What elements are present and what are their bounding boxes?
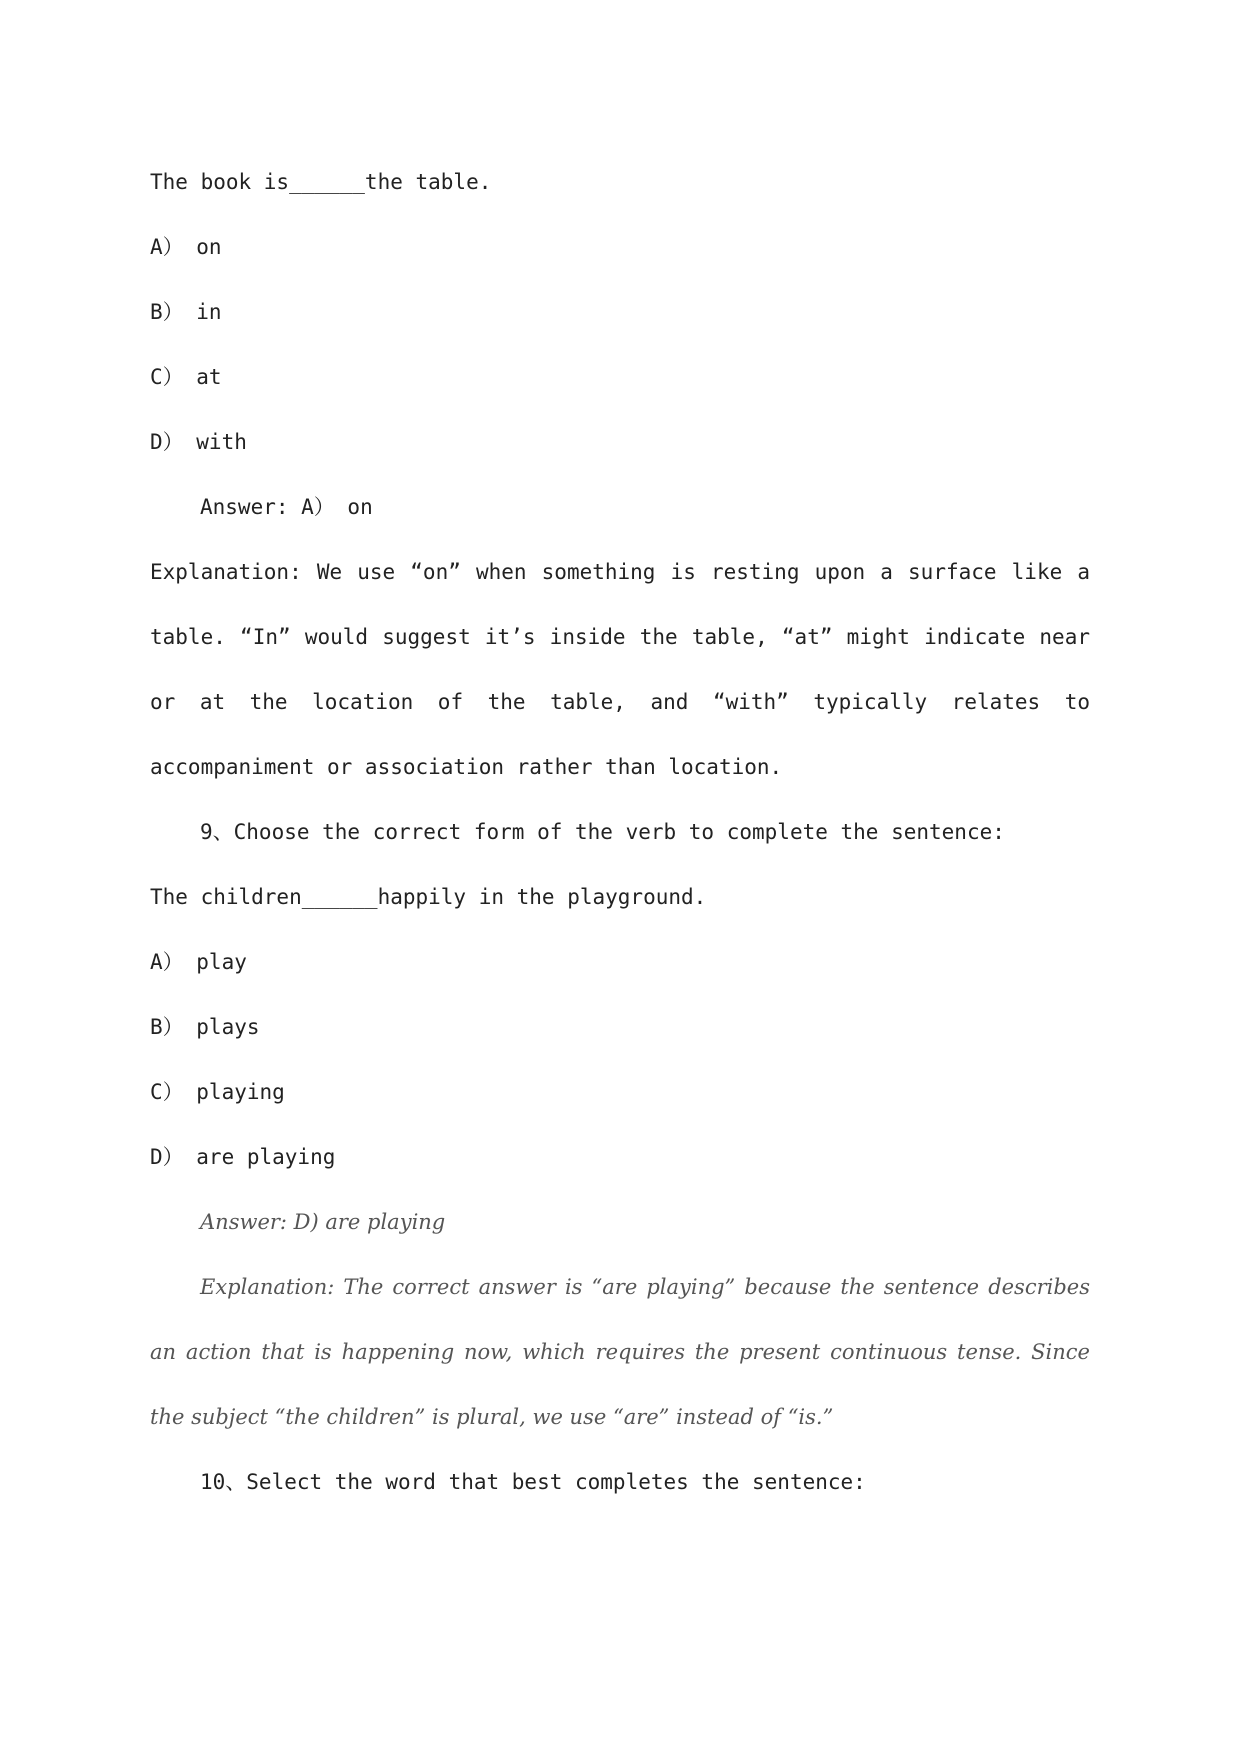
q9-option-c: C） playing: [150, 1080, 285, 1104]
q10-prompt: 10、Select the word that best completes the sentence:: [200, 1470, 866, 1494]
q9-sentence: The children______happily in the playground.: [150, 885, 707, 909]
q9-option-b: B） plays: [150, 1015, 260, 1039]
q8-answer: Answer: A） on: [200, 495, 373, 519]
q9-prompt: 9、Choose the correct form of the verb to complete the sentence:: [200, 820, 1005, 844]
q8-sentence: The book is______the table.: [150, 170, 492, 194]
document-page: [150, 150, 1090, 1515]
q9-explanation: Explanation: The correct answer is “are playing” because the sentence describes an action that is happening now, which requires the present continuous tense. Since the subject “the children” is plural, we use “are” instead of “is.”: [150, 1275, 1090, 1429]
q8-option-d: D） with: [150, 430, 247, 454]
q9-option-a: A） play: [150, 950, 247, 974]
q8-option-c: C） at: [150, 365, 222, 389]
q8-option-b: B） in: [150, 300, 222, 324]
q8-explanation: Explanation: We use “on” when something is resting upon a surface like a table. “In” would suggest it’s inside the table, “at” might indicate near or at the location of the table, and “with” typically relates to accompaniment or association rather than location.: [150, 560, 1090, 779]
q9-option-d: D） are playing: [150, 1145, 336, 1169]
q8-option-a: A） on: [150, 235, 222, 259]
q9-answer: Answer: D) are playing: [200, 1210, 446, 1234]
